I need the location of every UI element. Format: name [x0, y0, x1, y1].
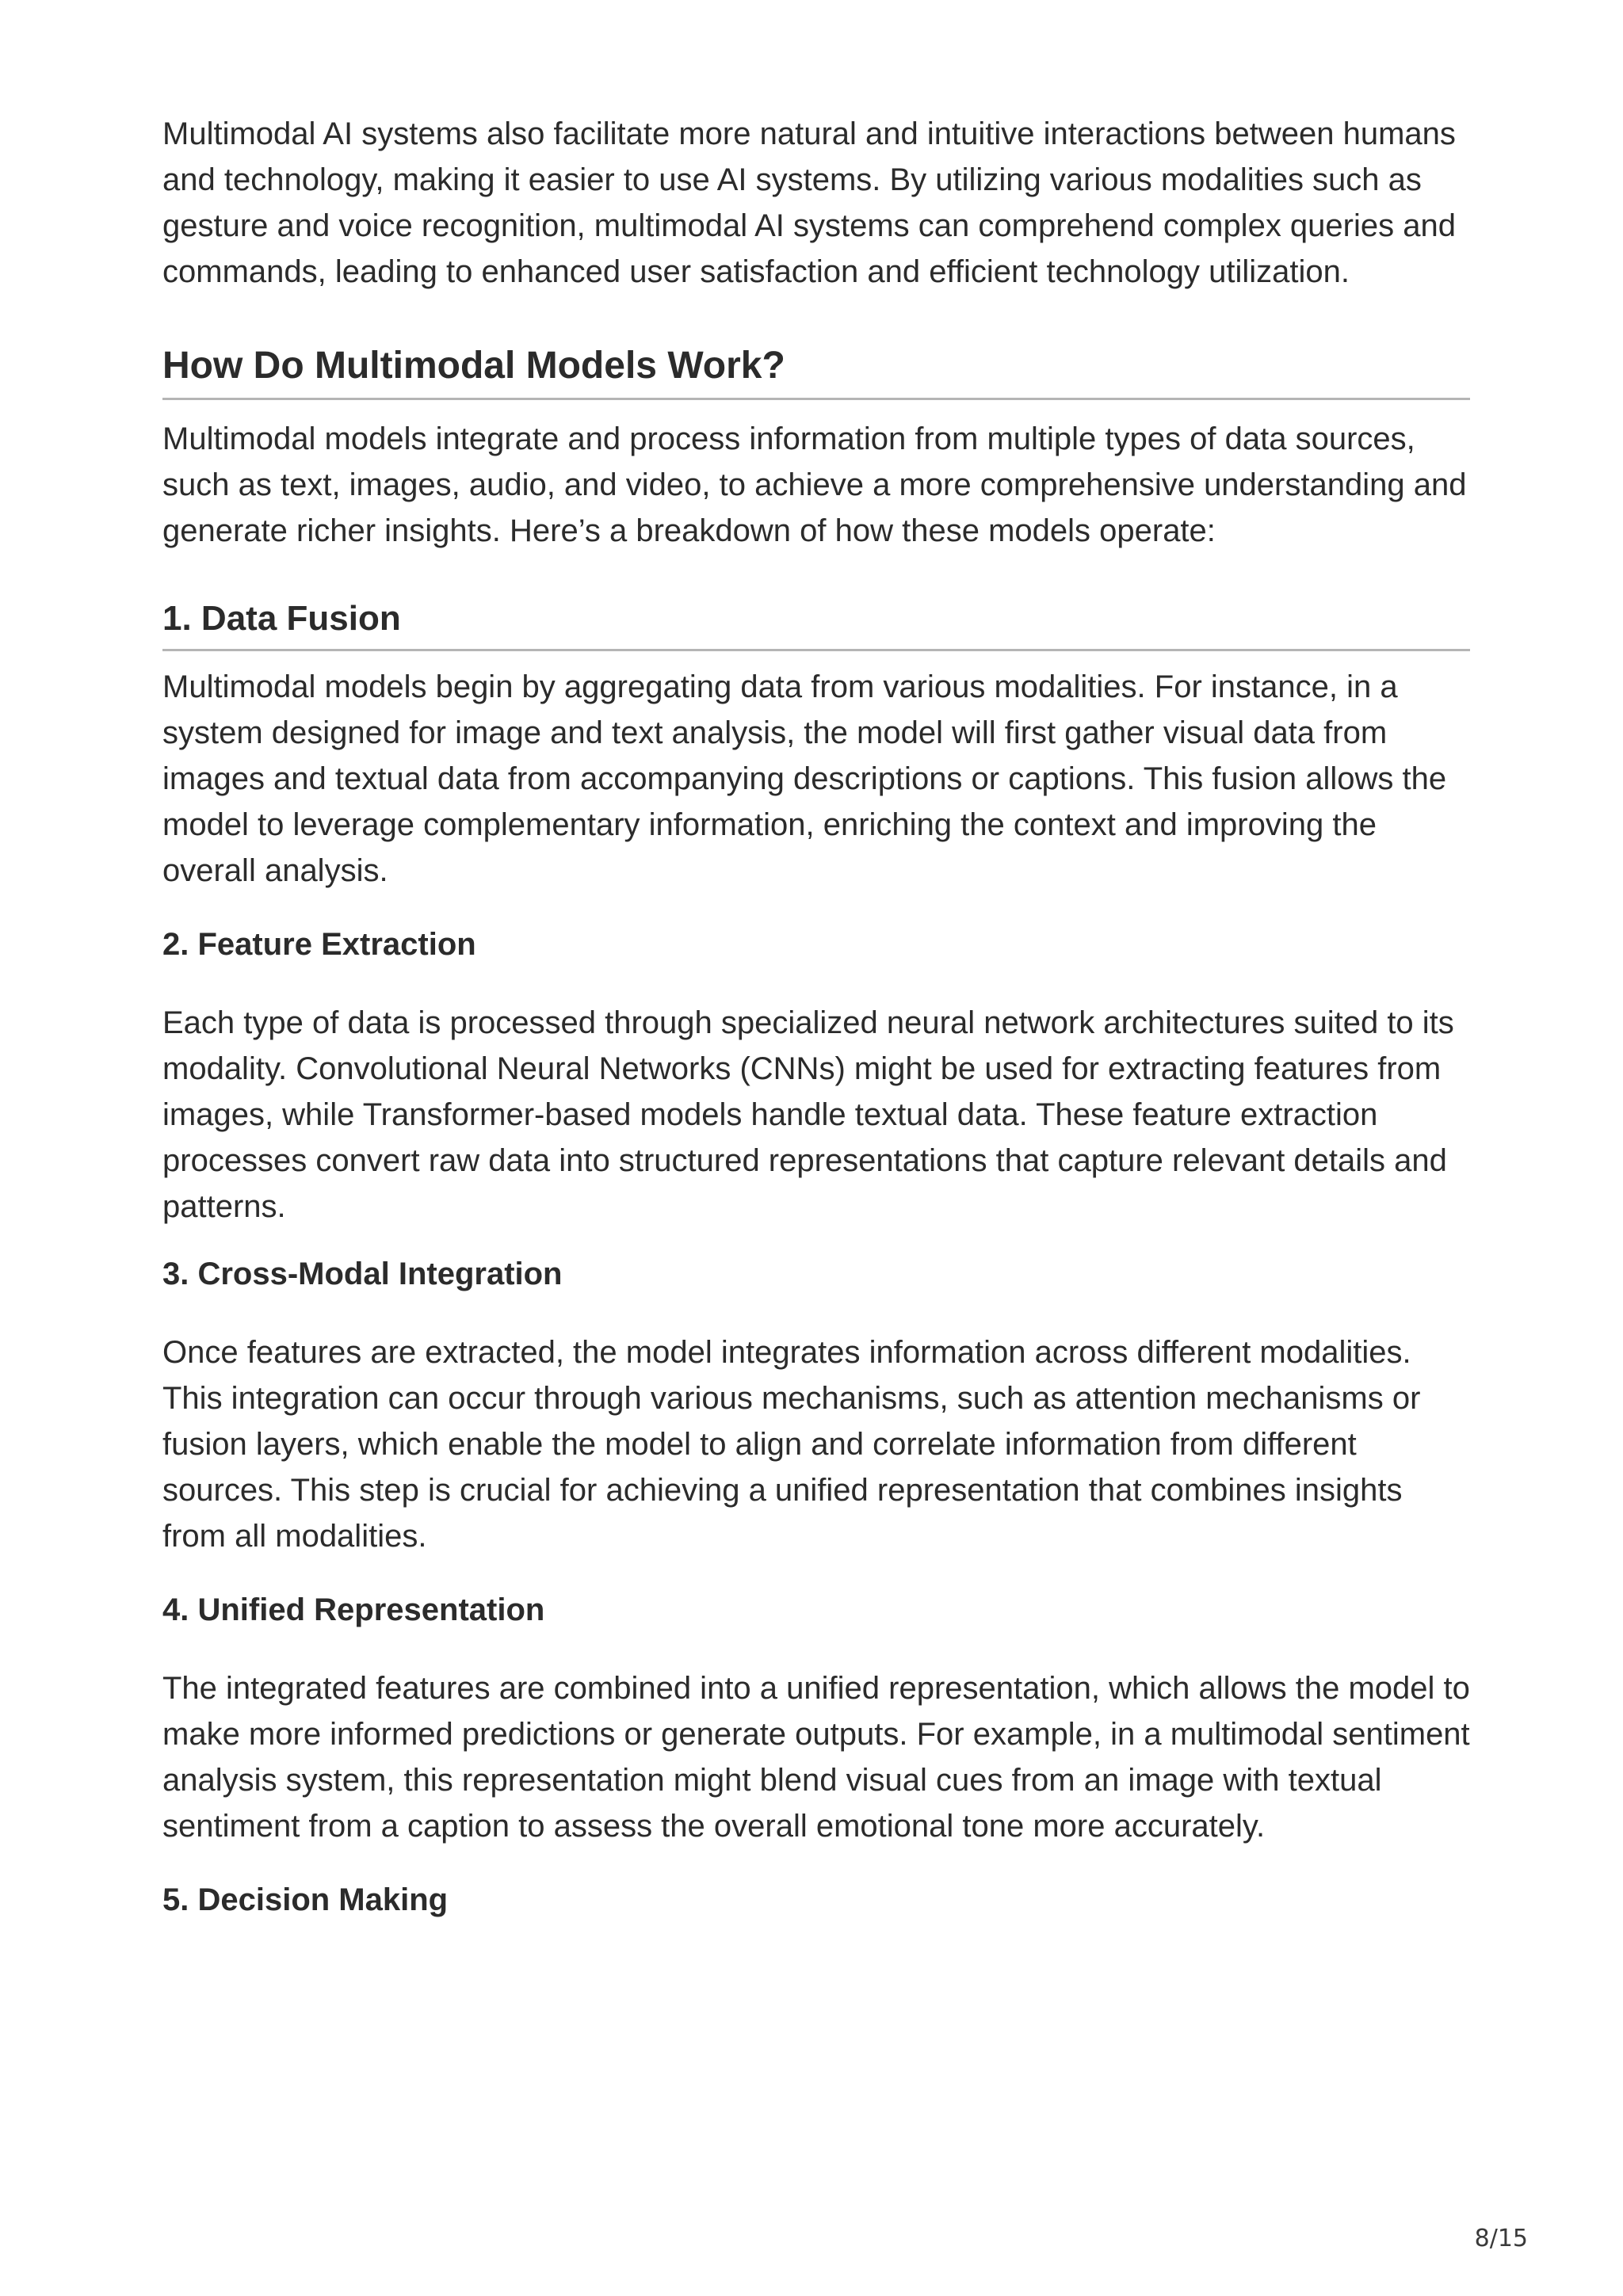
step-heading-data-fusion: 1. Data Fusion: [162, 597, 1470, 651]
step-heading-unified-representation: 4. Unified Representation: [162, 1592, 545, 1627]
section-heading: How Do Multimodal Models Work?: [162, 342, 1470, 400]
step-body-unified-representation: The integrated features are combined into a unified representation, which allows the model to make more informed predictions or generate outputs. For example, in a multimodal sentiment analysis system, this representation might blend visual cues from an image with textual sentiment from a caption to assess the overall emotional tone more accurately.: [162, 1671, 1470, 1844]
step-body-data-fusion: Multimodal models begin by aggregating data from various modalities. For instance, in a system designed for image and text analysis, the model will first gather visual data from images and textual data from accompanying descriptions or captions. This fusion allows the model to leverage complementary information, enriching the context and improving the overall analysis.: [162, 669, 1447, 888]
step-heading-feature-extraction: 2. Feature Extraction: [162, 927, 476, 962]
step-heading-decision-making: 5. Decision Making: [162, 1882, 449, 1917]
intro-paragraph: Multimodal AI systems also facilitate more natural and intuitive interactions between humans and technology, making it easier to use AI systems. By utilizing various modalities such as gesture and voice recognition, multimodal AI systems can comprehend complex queries and commands, leading to enhanced user satisfaction and efficient technology utilization.: [162, 116, 1456, 289]
document-page: [162, 111, 1470, 1922]
step-body-feature-extraction: Each type of data is processed through specialized neural network architectures suited to its modality. Convolutional Neural Networks (CNNs) might be used for extracting features from images, while Transformer-based models handle textual data. These feature extraction processes convert raw data into structured representations that capture relevant details and patterns.: [162, 1005, 1454, 1224]
section-intro-paragraph: Multimodal models integrate and process information from multiple types of data sources, such as text, images, audio, and video, to achieve a more comprehensive understanding and generate richer insights. Here’s a breakdown of how these models operate:: [162, 421, 1467, 548]
page-number: 8/15: [1474, 2225, 1528, 2252]
step-heading-cross-modal-integration: 3. Cross-Modal Integration: [162, 1257, 563, 1291]
step-body-cross-modal-integration: Once features are extracted, the model integrates information across different modalities. This integration can occur through various mechanisms, such as attention mechanisms or fusion layers, which enable the model to align and correlate information from different sources. This step is crucial for achieving a unified representation that combines insights from all modalities.: [162, 1335, 1421, 1554]
